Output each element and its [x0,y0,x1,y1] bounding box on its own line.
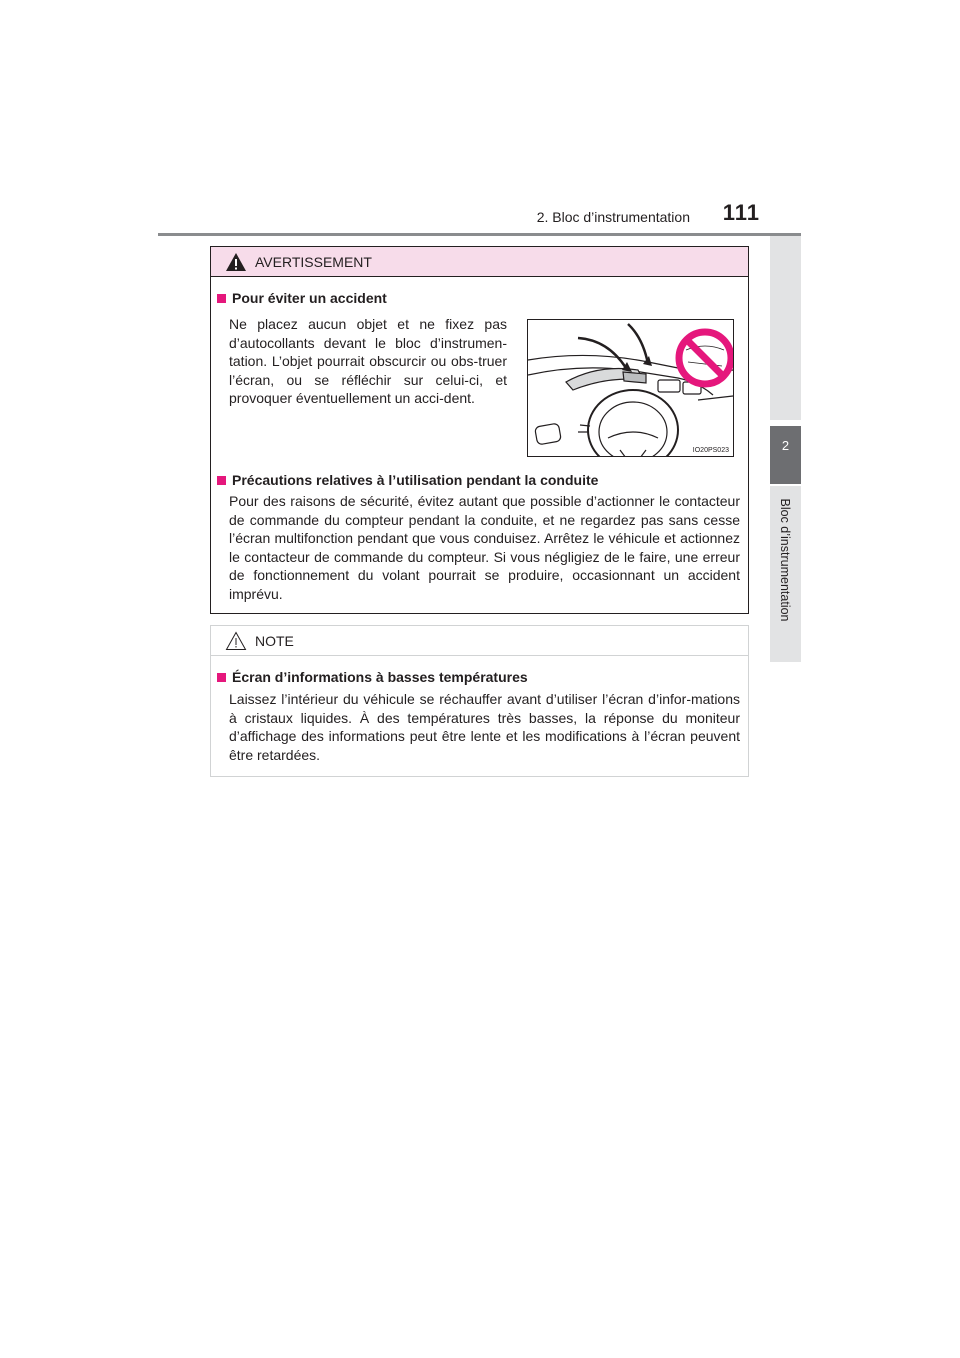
warning-title: AVERTISSEMENT [255,254,372,270]
warning-heading-accident [217,290,387,306]
side-tab-top [770,236,801,420]
note-title: NOTE [255,633,294,649]
note-body-low-temp: Laissez l’intérieur du véhicule se réchauffer avant d’utiliser l’écran d’infor-mations à cristaux liquides. À des températures très basses, la réponse du moniteur d’affichage des informations peut être lente et les modifications à l’écran peuvent être retardées. [229,691,740,763]
dashboard-drawing [528,320,734,457]
heading-text: Écran d’informations à basses températures [232,669,528,685]
bullet-square-icon [217,673,226,682]
note-header [211,626,748,656]
note-box [210,625,749,777]
heading-text: Pour éviter un accident [232,290,387,306]
page-number: 111 [722,200,760,225]
prohibition-sign-icon [679,332,731,384]
note-heading-low-temp [217,669,528,685]
side-tab-number: 2 [781,438,790,453]
heading-text: Précautions relatives à l’utilisation pendant la conduite [232,472,599,488]
header-rule [158,233,801,236]
bullet-square-icon [217,476,226,485]
warning-heading-driving [217,472,598,488]
warning-header [211,247,748,277]
caution-triangle-outline-icon [225,631,247,651]
warning-body-driving: Pour des raisons de sécurité, évitez autant que possible d’actionner le contacteur de commande du compteur pendant la conduite, et ne regardez pas sans cesse l’écran multifonction pendant que vous conduisez. Arrêtez le véhicule et actionnez le contacteur de commande du compteur. Si vous négligiez de le faire, une erreur de fonctionnement du volant pourrait se produire, occasionnant un accident imprévu. [229,493,740,602]
illustration-code: IO20PS023 [692,447,729,454]
side-tab-label: Bloc d’instrumentation [778,498,792,622]
warning-triangle-icon [225,252,247,272]
warning-body-accident: Ne placez aucun objet et ne fixez pas d’autocollants devant le bloc d’instrumen-tation. L’objet pourrait obscurcir ou obs-truer l’écran, ou se réfléchir sur celui-ci, et provoquer éventuellement un acci-dent. [229,316,507,407]
bullet-square-icon [217,294,226,303]
dashboard-illustration [527,319,734,457]
warning-box [210,246,749,614]
running-header-section: 2. Bloc d’instrumentation [536,209,690,225]
